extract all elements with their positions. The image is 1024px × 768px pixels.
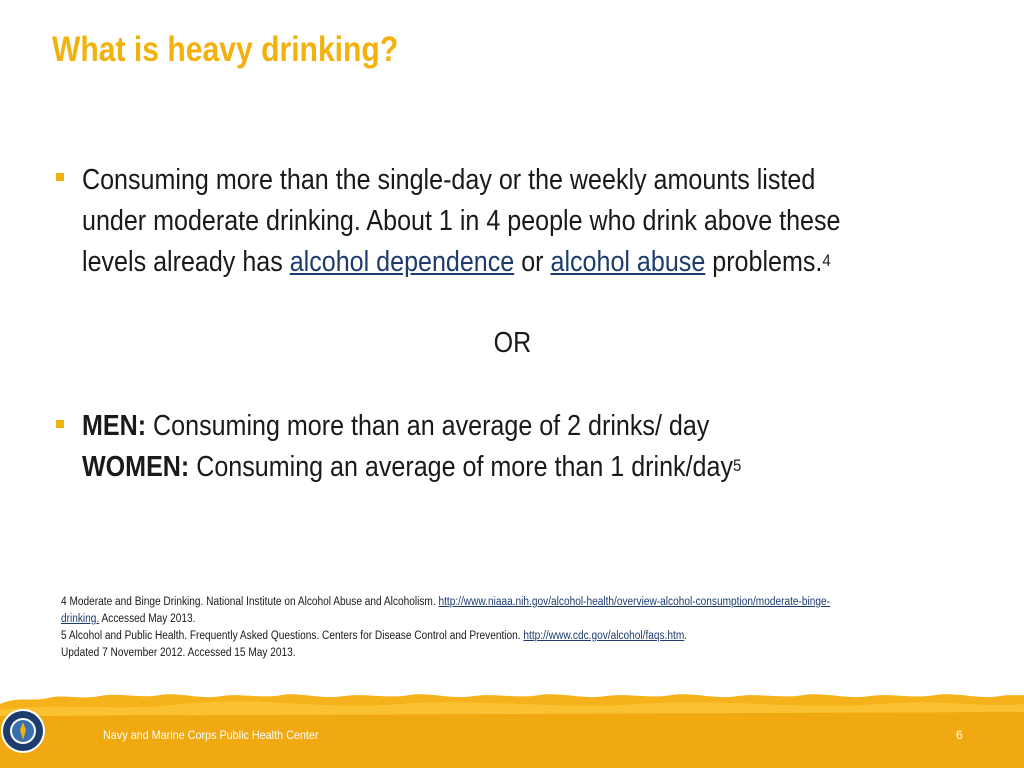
bullet-1-connector: or: [514, 246, 551, 278]
niaaa-link-cont[interactable]: drinking.: [61, 613, 100, 625]
men-label: MEN:: [82, 410, 147, 442]
men-text: Consuming more than an average of 2 drinks/ day: [146, 410, 710, 442]
women-line: [82, 447, 741, 488]
navy-marine-corps-seal-icon: [0, 708, 46, 754]
reference-5-period: .: [684, 630, 688, 642]
reference-4-accessed: Accessed May 2013.: [99, 613, 196, 625]
alcohol-abuse-link[interactable]: alcohol abuse: [550, 246, 706, 278]
reference-5-updated: Updated 7 November 2012. Accessed 15 May 2013.: [61, 647, 296, 659]
bullet-1-suffix: problems.: [705, 246, 823, 278]
or-divider: [0, 327, 1024, 360]
bullet-1-line-3-prefix: levels already has: [82, 246, 290, 278]
references: [61, 594, 830, 662]
bullet-2-text: [82, 406, 741, 488]
bullet-marker: [56, 420, 64, 428]
footnote-4-marker: 4: [822, 251, 831, 270]
reference-4-cont: [61, 611, 830, 628]
footer-organization: Navy and Marine Corps Public Health Center: [103, 728, 319, 742]
slide-title: What is heavy drinking?: [52, 30, 399, 69]
women-text: Consuming an average of more than 1 drink/day: [189, 451, 733, 483]
or-text: OR: [493, 327, 531, 359]
niaaa-link[interactable]: http://www.niaaa.nih.gov/alcohol-health/overview-alcohol-consumption/moderate-binge-: [438, 596, 831, 608]
reference-4-text: 4 Moderate and Binge Drinking. National Institute on Alcohol Abuse and Alcoholism.: [61, 596, 439, 608]
reference-4: [61, 594, 830, 611]
bullet-1-line-1: Consuming more than the single-day or the weekly amounts listed: [82, 164, 816, 196]
bullet-1-text: [82, 160, 840, 283]
women-label: WOMEN:: [82, 451, 190, 483]
alcohol-dependence-link[interactable]: alcohol dependence: [289, 246, 515, 278]
footnote-5-marker: 5: [732, 456, 742, 475]
reference-5: [61, 628, 830, 645]
reference-5-text: 5 Alcohol and Public Health. Frequently Asked Questions. Centers for Disease Control and Prevention.: [61, 630, 524, 642]
bullet-1-line-3: [82, 242, 840, 283]
men-line: [82, 406, 741, 447]
page-number: 6: [956, 728, 963, 742]
bullet-1-line-2: under moderate drinking. About 1 in 4 people who drink above these: [82, 205, 841, 237]
cdc-link[interactable]: http://www.cdc.gov/alcohol/faqs.htm: [523, 630, 685, 642]
bullet-marker: [56, 173, 64, 181]
